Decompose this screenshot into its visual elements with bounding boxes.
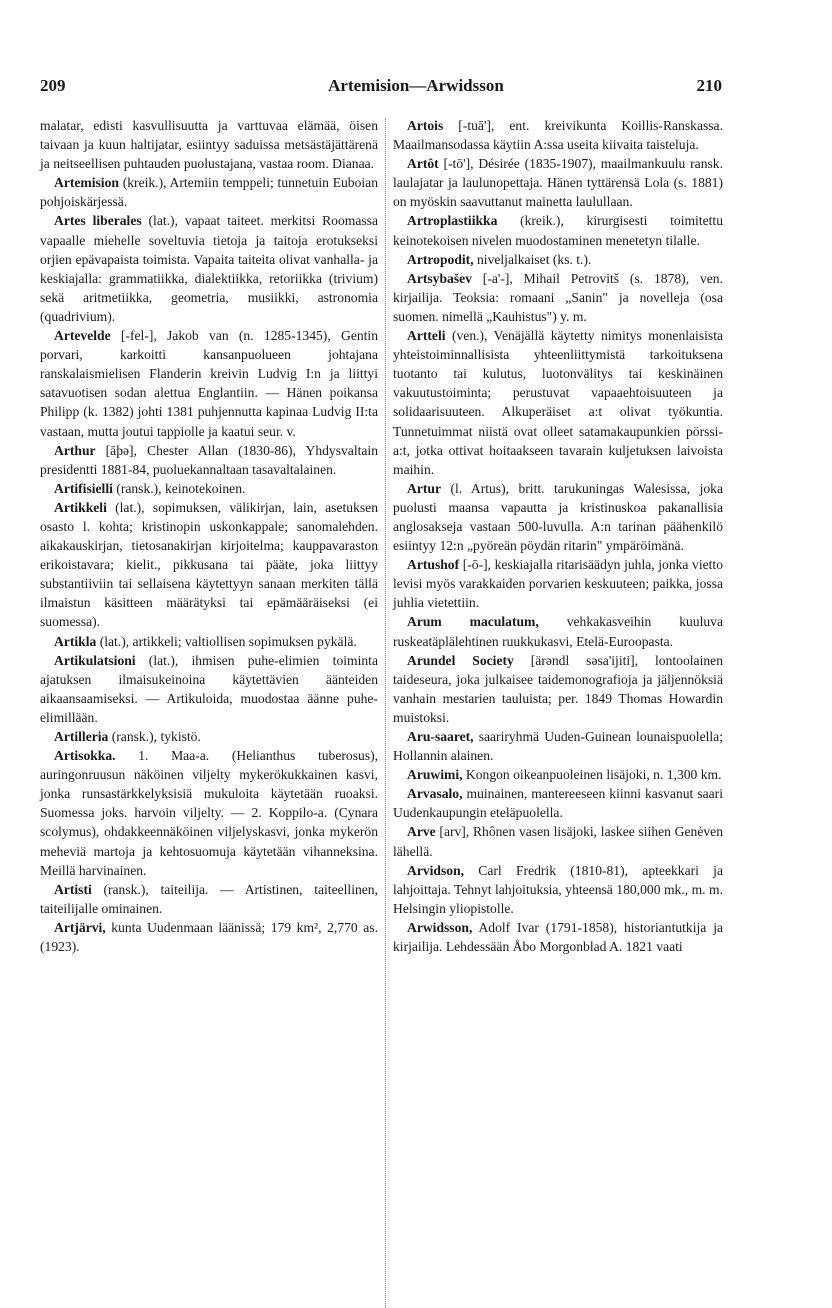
- entry-head: Arthur: [54, 442, 96, 458]
- page-number-left: 209: [40, 76, 66, 95]
- right-column: [393, 116, 723, 956]
- entry-head: Artikulatsioni: [54, 652, 136, 668]
- entry-head: Artroplastiikka: [407, 213, 498, 229]
- entry: [393, 326, 723, 479]
- entry-text: Adolf Ivar (1791-1858), historiantutkija ja kirjailija. Lehdessään Åbo Morgonblad A. 1821 vaati: [393, 919, 723, 955]
- entry-text: Carl Fredrik (1810-81), apteekkari ja lahjoittaja. Tehnyt lahjoituksia, yhteensä 180,000 mk., m. m. Helsingin yliopistolle.: [393, 862, 723, 916]
- entry: [393, 612, 723, 650]
- entry-text: (l. Artus), britt. tarukuningas Walesissa, joka puolusti maansa vapautta ja kristinuskoa pakanallisia anglosakseja vastaan 500-luvulla. A:n tarinan päähenkilö esiintyy 12:n „pyöreän pöydän ritarin" ympäröimänä.: [393, 480, 723, 554]
- entry: [40, 479, 378, 498]
- entry-text: (kreik.), kirurgisesti toimitettu keinotekoisen nivelen muodostaminen menetetyn tilalle.: [393, 213, 723, 248]
- running-title: Artemision—Arwidsson: [328, 76, 504, 95]
- left-column: [40, 116, 378, 956]
- entry-text: [-ō-], keskiajalla ritarisäädyn juhla, jonka vietto levisi myös varakkaiden porvarien keskuuteen; paikka, jossa juhlia vietettiin.: [393, 557, 723, 611]
- entry: [393, 211, 723, 249]
- entry-text: [-a'-], Mihail Petrovitš (s. 1878), ven. kirjailija. Teoksia: romaani „Sanin" ja novelleja (osa suomen. nimellä „Kauhistus") y. m.: [393, 270, 723, 324]
- entry: [393, 861, 723, 918]
- page-header: [0, 76, 832, 106]
- entry-text: (lat.), artikkeli; valtiollisen sopimuksen pykälä.: [96, 633, 357, 649]
- entry-head: Artisti: [54, 881, 92, 897]
- entry-text: [arv], Rhônen vasen lisäjoki, laskee siihen Genèven lähellä.: [393, 824, 723, 859]
- entry: [40, 173, 378, 211]
- entry-head: Artjärvi,: [54, 919, 106, 935]
- entry-text: malatar, edisti kasvullisuutta ja varttuvaa elämää, öisen taivaan ja kuun haltijatar, esiintyy saduissa metsästäjättärenä ja neitseellisen puhtauden puolustajana, vastaa room. Dianaa.: [40, 118, 378, 172]
- entry: [393, 269, 723, 326]
- page-number-right: 210: [696, 76, 722, 95]
- entry: [393, 250, 723, 269]
- entry: [40, 727, 378, 746]
- entry-text: kunta Uudenmaan läänissä; 179 km², 2,770 as. (1923).: [40, 919, 378, 955]
- entry: [393, 116, 723, 154]
- entry: [393, 822, 723, 860]
- entry-text: 1. Maa-a. (Helianthus tuberosus), auringonruusun näköinen viljelty mykerökukkainen kasvi, jonka runsastärkkelyksisiä mukuloita käytetään ruoaksi. Suomessa joks. harvoin viljelty. — 2. Koppilo-a. (Cynara scolymus), ohdakkeennäköinen viljelyskasvi, jonka mykerön meheviä martoja ja kehtosuomuja käytetään vihanneksina. Meillä harvinainen.: [40, 748, 378, 878]
- entry: [393, 479, 723, 555]
- entry-head: Artikla: [54, 633, 97, 649]
- entry-text: [ärəndl səsa'ijiti], lontoolainen taideseura, joka julkaisee taidemonografioja ja jäljennöksiä vanhain mestarien tauluista; per. 1849 Thomas Howardin muistoksi.: [393, 652, 723, 725]
- entry-head: Artôt: [407, 156, 439, 172]
- entry: [40, 632, 378, 651]
- entry-head: Aruwimi,: [407, 767, 463, 783]
- entry: [40, 441, 378, 479]
- entry-head: Artes liberales: [54, 213, 142, 229]
- entry-text: (ransk.), keinotekoinen.: [112, 480, 246, 496]
- entry-text: (ransk.), tykistö.: [108, 729, 201, 744]
- entry-text: vehkakasveihin kuuluva ruskeatäplälehtinen ruukkukasvi, Etelä-Euroopasta.: [393, 614, 724, 649]
- entry-head: Artikkeli: [54, 499, 107, 515]
- entry-text: niveljalkaiset (ks. t.).: [473, 251, 592, 267]
- entry: [40, 880, 378, 918]
- entry: [393, 765, 723, 784]
- entry-head: Artois: [407, 118, 444, 133]
- entry: [393, 555, 723, 612]
- entry: [40, 746, 378, 880]
- entry-head: Artifisielli: [54, 480, 113, 496]
- entry: [40, 116, 378, 173]
- entry-head: Artur: [407, 480, 441, 496]
- entry-text: (lat.), ihmisen puhe-elimien toiminta ajatuksen ilmaisukeinoina käytettävien äänteiden aikaansaamiseksi. — Artikuloida, muodostaa äänne puhe-elimillään.: [40, 652, 378, 725]
- entry: [393, 727, 723, 765]
- entry-text: Kongon oikeanpuoleinen lisäjoki, n. 1,300 km.: [462, 767, 722, 783]
- entry-head: Arum maculatum,: [407, 614, 539, 630]
- entry: [40, 651, 378, 727]
- entry: [40, 211, 378, 326]
- entry-head: Artemision: [54, 175, 119, 191]
- entry: [40, 498, 378, 632]
- entry-head: Artisokka.: [54, 748, 116, 764]
- entry-head: Artropodit,: [407, 251, 474, 267]
- entry-head: Artilleria: [54, 729, 109, 744]
- entry: [393, 651, 723, 727]
- entry-text: [-tō'], Désirée (1835-1907), maailmankuulu ransk. laulajatar ja laulunopettaja. Hänen tyttärensä Lola (s. 1881) on myöskin saavuttanut mainetta laulullaan.: [393, 156, 723, 210]
- entry-text: (lat.), sopimuksen, välikirjan, lain, asetuksen osasto l. kohta; kristinopin uskonkappale; sanomalehden. aikakauskirjan, tietosanakirjan kirjoitelma; kauppavaraston erikoistavara; kielit., pikkusana tai pääte, joka liittyy substantiiviin tai sellaisena käytettyyn sanaan merkiten tällä ilmaistun käsitteen määrätyksi tai epämääräiseksi (ei suomessa).: [40, 499, 378, 630]
- entry-text: [-fel-], Jakob van (n. 1285-1345), Gentin porvari, karkoitti kansanpuolueen johtajana ranskalaismielisen Flanderin kreivin Ludvig I:n ja liittyi satavuotisen sodan alettua Englantiin. — Hänen poikansa Philipp (k. 1382) johti 1381 puhjennutta kapinaa Ludvig II:ta vastaan, mutta joutui tappiolle ja kaatui seur. v.: [40, 328, 378, 439]
- entry-head: Artushof: [407, 557, 460, 573]
- entry-head: Arve: [407, 824, 436, 840]
- entry-head: Artsybašev: [407, 270, 472, 286]
- entry: [393, 784, 723, 822]
- entry-head: Artevelde: [54, 328, 111, 344]
- entry-text: (ransk.), taiteilija. — Artistinen, taiteellinen, taiteilijalle ominainen.: [40, 881, 378, 916]
- entry-text: (ven.), Venäjällä käytetty nimitys monenlaisista yhteistoiminnallisista yhteenliittymistä tarkoituksena tuotanto tai kulutus, luotonvälitys tai keskinäinen vakuutustoiminta; perustuvat vapaaehtoisuuteen ja solidaarisuuteen. Alkuperäiset a:t olivat työkuntia. Tunnetuimmat niistä ovat olleet satamakaupunkien pörssi-a:t, jotka ottivat hoitaakseen tavarain kuljetuksen laivoista maihin.: [393, 328, 723, 477]
- entry-text: muinainen, mantereeseen kiinni kasvanut saari Uudenkaupungin eteläpuolella.: [393, 786, 723, 821]
- entry-text: [āþə], Chester Allan (1830-86), Yhdysvaltain presidentti 1881-84, puoluekannaltaan tasavaltalainen.: [40, 442, 378, 477]
- entry-head: Arvidson,: [407, 862, 465, 878]
- entry-head: Aru-saaret,: [407, 729, 474, 744]
- entry-text: (kreik.), Artemiin temppeli; tunnetuin Euboian pohjoiskärjessä.: [40, 175, 378, 210]
- entry-head: Arwidsson,: [407, 919, 473, 935]
- entry-head: Artteli: [407, 328, 446, 344]
- entry-text: [-tuā'], ent. kreivikunta Koillis-Ranskassa. Maailmansodassa käytiin A:ssa useita kiivaita taisteluja.: [393, 118, 723, 153]
- entry-text: (lat.), vapaat taiteet. merkitsi Roomassa vapaalle miehelle soveltuvia tietoja ja taitoja erotukseksi orjien epävapaista toimista. Vapaita taiteita olivat vanhalla- ja keskiajalla: grammatiikka, dialektiikka, retoriikka (trivium) sekä aritmetiikka, geometria, musiikki, astronomia (quadrivium).: [40, 213, 378, 324]
- entry: [393, 918, 723, 956]
- column-divider: [385, 118, 386, 1308]
- entry: [40, 326, 378, 441]
- entry-text: saariryhmä Uuden-Guinean lounaispuolella; Hollannin alainen.: [393, 729, 723, 764]
- entry-head: Arvasalo,: [407, 786, 463, 802]
- entry-head: Arundel Society: [407, 652, 514, 668]
- entry: [40, 918, 378, 956]
- entry: [393, 154, 723, 211]
